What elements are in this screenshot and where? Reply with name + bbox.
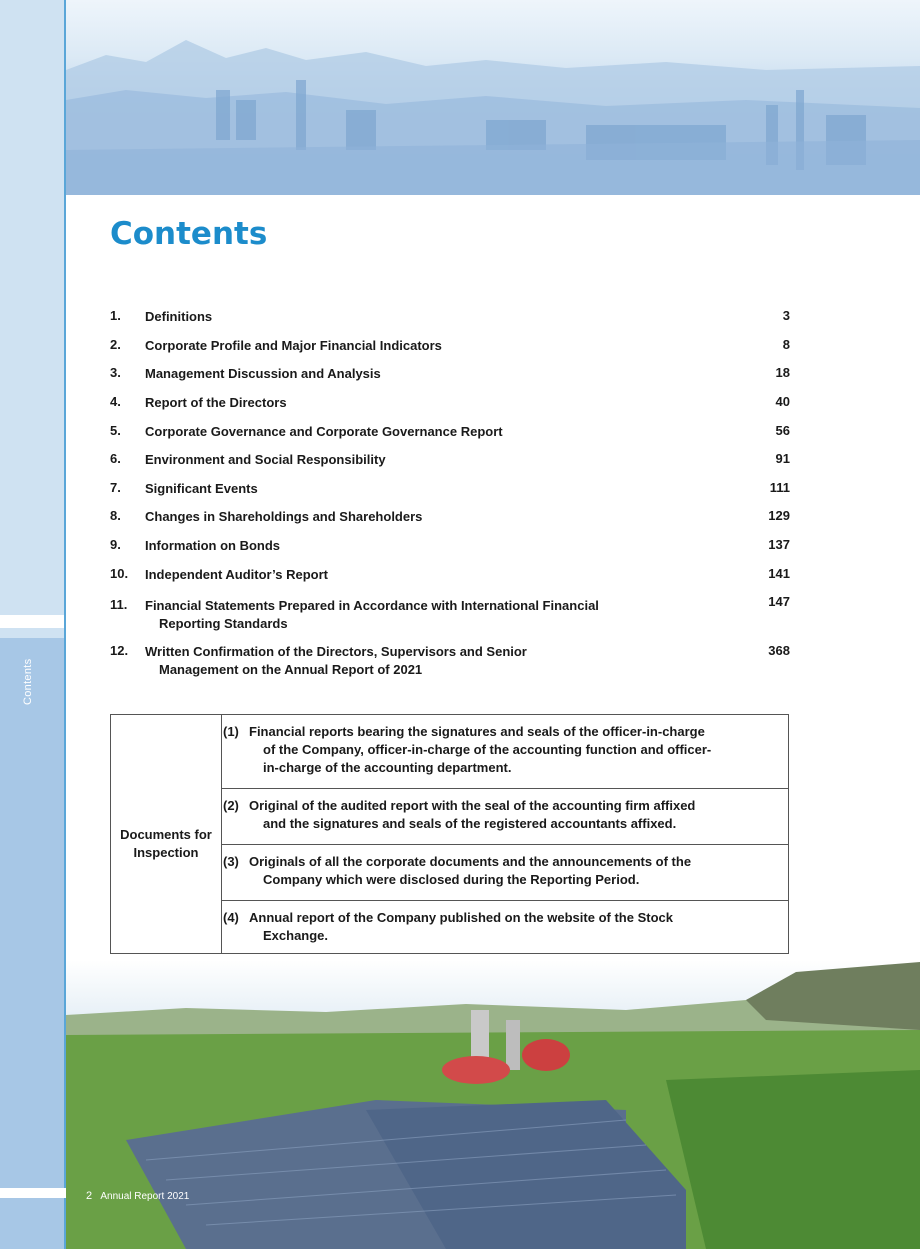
documents-for-inspection-table: [110, 714, 789, 954]
toc-number: 9.: [110, 537, 121, 552]
side-section-label: Contents: [22, 658, 34, 705]
item-text: [249, 723, 774, 777]
toc-title-line2: Reporting Standards: [159, 616, 288, 631]
toc-number: 2.: [110, 337, 121, 352]
toc-title: Independent Auditor’s Report: [145, 567, 328, 582]
toc-title: Environment and Social Responsibility: [145, 452, 386, 467]
toc-title: Information on Bonds: [145, 538, 281, 553]
toc-page: 91: [775, 451, 790, 466]
item-line: Exchange.: [263, 928, 329, 943]
toc-title: Corporate Governance and Corporate Governance Report: [145, 424, 503, 439]
item-number: (3): [223, 854, 239, 869]
toc-page: 111: [769, 480, 790, 495]
toc-title: Definitions: [145, 309, 213, 324]
inspection-item: [222, 901, 788, 953]
inspection-item: [222, 845, 788, 900]
inspection-item: [222, 715, 788, 788]
toc-number: 12.: [110, 643, 129, 658]
toc-number: 4.: [110, 394, 121, 409]
toc-page: 3: [782, 308, 790, 323]
toc-row[interactable]: [110, 308, 790, 328]
toc-row[interactable]: [110, 537, 790, 557]
toc-row[interactable]: [110, 365, 790, 385]
toc-title: Significant Events: [145, 481, 258, 496]
toc-page: 18: [775, 365, 790, 380]
toc-row[interactable]: [110, 337, 790, 357]
item-line: Original of the audited report with the seal of the accounting firm affixed: [249, 798, 696, 813]
header-cityscape-image: [66, 0, 920, 195]
item-line: Financial reports bearing the signatures and seals of the officer-in-charge: [249, 724, 705, 739]
toc-row[interactable]: [110, 423, 790, 443]
item-text: [249, 853, 774, 889]
toc-page: 129: [768, 508, 790, 523]
footer-bar: [0, 1188, 66, 1198]
toc-number: 10.: [110, 566, 129, 581]
footer-text: Annual Report 2021: [100, 1191, 190, 1202]
item-line: Annual report of the Company published on the website of the Stock: [249, 910, 673, 925]
toc-title: [145, 643, 725, 679]
toc-page: 40: [775, 394, 790, 409]
item-number: (2): [223, 798, 239, 813]
item-number: (4): [223, 910, 239, 925]
item-number: (1): [223, 724, 239, 739]
item-text: [249, 909, 774, 945]
toc-title: Changes in Shareholdings and Shareholders: [145, 509, 423, 524]
toc-number: 1.: [110, 308, 121, 323]
toc-row[interactable]: [110, 643, 790, 681]
item-text: [249, 797, 774, 833]
item-line: and the signatures and seals of the registered accountants affixed.: [263, 816, 677, 831]
page-title: Contents: [110, 216, 268, 252]
page-footer: [86, 1190, 189, 1202]
left-sidebar: [0, 0, 66, 1249]
header-photo: [66, 0, 920, 195]
toc-title: Management Discussion and Analysis: [145, 366, 381, 381]
solar-farm-landscape-image: [66, 960, 920, 1249]
item-line: Company which were disclosed during the Reporting Period.: [263, 872, 640, 887]
toc-page: 8: [782, 337, 790, 352]
toc-row[interactable]: [110, 594, 790, 635]
toc-row[interactable]: [110, 480, 790, 500]
item-line: Originals of all the corporate documents and the announcements of the: [249, 854, 692, 869]
inspection-item: [222, 789, 788, 844]
inspection-label-line2: Inspection: [133, 845, 199, 860]
toc-number: 11.: [110, 597, 128, 612]
toc-row[interactable]: [110, 394, 790, 414]
toc-number: 7.: [110, 480, 121, 495]
toc-number: 5.: [110, 423, 121, 438]
toc-title: [145, 597, 725, 633]
toc-number: 6.: [110, 451, 121, 466]
inspection-label-line1: Documents for: [120, 827, 212, 842]
toc-page: 368: [768, 643, 790, 658]
toc-number: 3.: [110, 365, 121, 380]
toc-row[interactable]: [110, 566, 790, 586]
toc-row[interactable]: [110, 508, 790, 528]
toc-title: Report of the Directors: [145, 395, 287, 410]
item-line: in-charge of the accounting department.: [263, 760, 512, 775]
toc-title-line2: Management on the Annual Report of 2021: [159, 662, 423, 677]
item-line: of the Company, officer-in-charge of the accounting function and officer-: [263, 742, 712, 757]
toc-row[interactable]: [110, 451, 790, 471]
toc-title-line1: Written Confirmation of the Directors, Supervisors and Senior: [145, 644, 527, 659]
toc-page: 141: [768, 566, 790, 581]
inspection-label: [111, 715, 222, 953]
page-number: 2: [86, 1190, 93, 1202]
toc-title: Corporate Profile and Major Financial Indicators: [145, 338, 442, 353]
toc-page: 147: [768, 594, 790, 609]
toc-title-line1: Financial Statements Prepared in Accordance with International Financial: [145, 598, 599, 613]
toc-number: 8.: [110, 508, 121, 523]
toc-page: 56: [775, 423, 790, 438]
bottom-landscape-photo: [66, 960, 920, 1249]
toc-page: 137: [768, 537, 790, 552]
